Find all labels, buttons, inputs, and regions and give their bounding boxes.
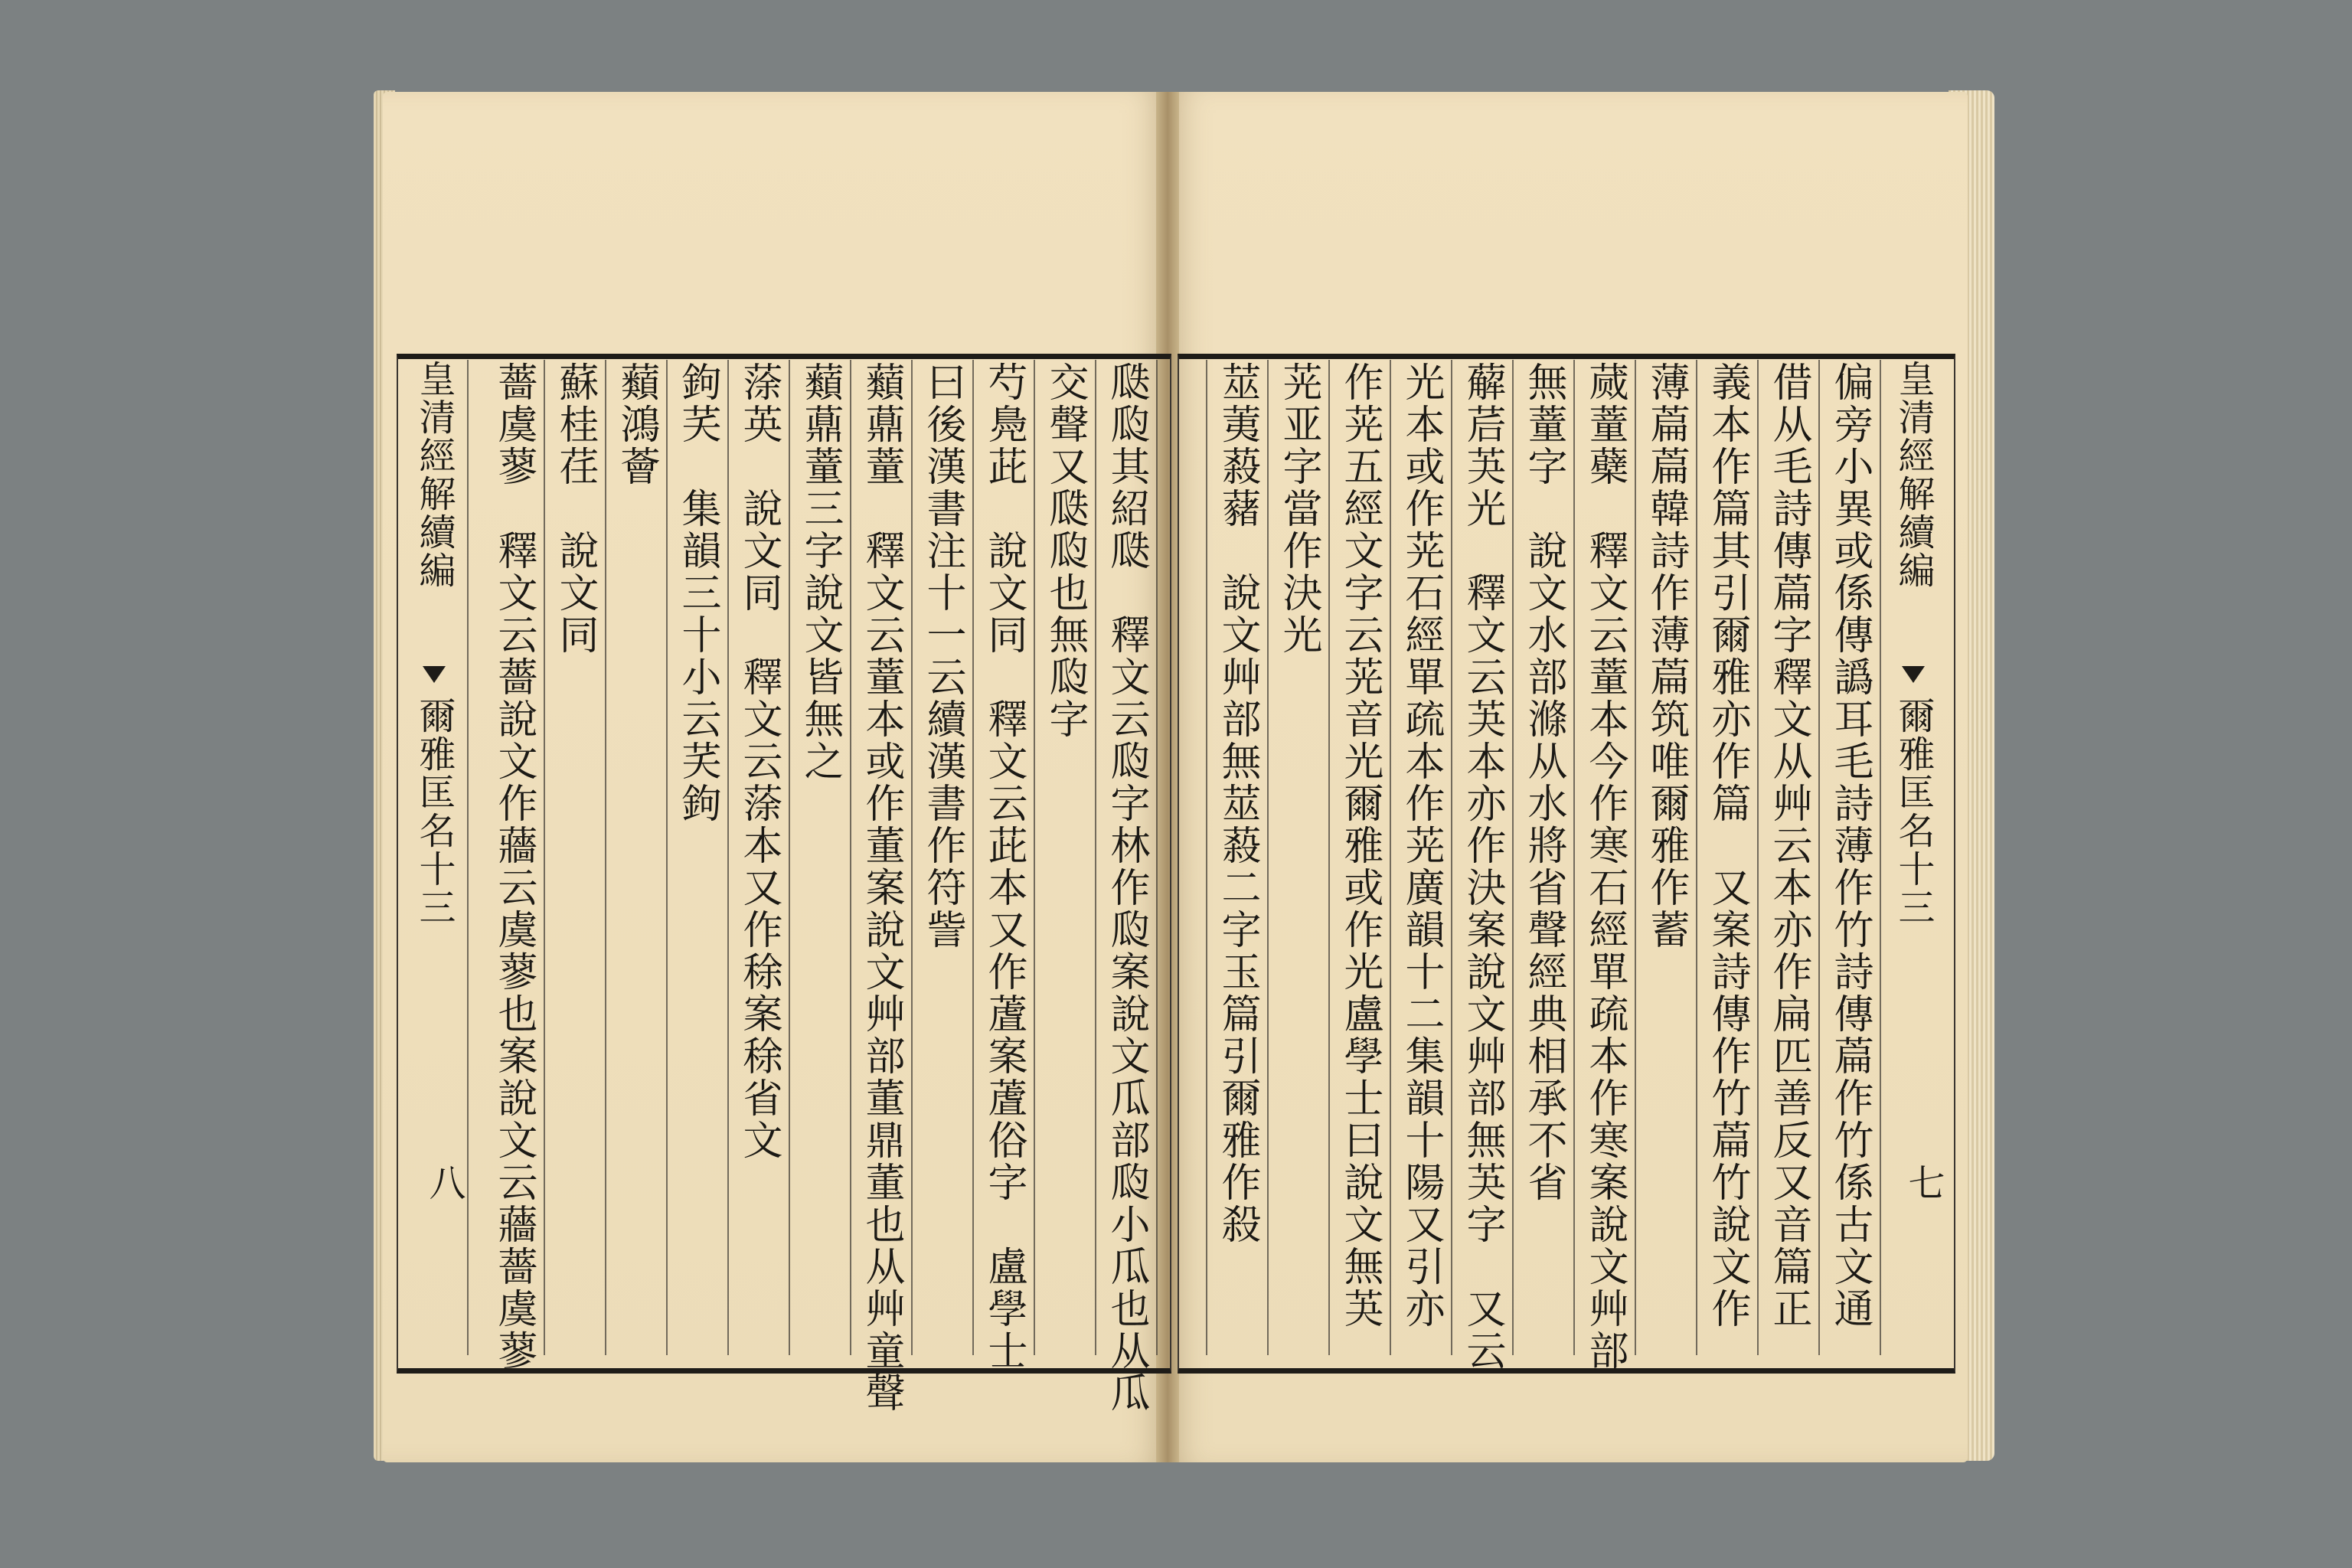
column-rule (727, 360, 729, 1355)
left-column-5: 蘱薡蕫 釋文云蕫本或作董案說文艸部董鼎董也从艸童聲 (858, 361, 904, 1414)
right-column-3: 義本作篇其引爾雅亦作篇 又案詩傳作竹萹竹說文作 (1704, 361, 1750, 1330)
right-page-number: 七 (1902, 1164, 1945, 1200)
left-column-7: 蒤英 說文同 釋文云蒤本又作稌案稌省文 (736, 361, 782, 1161)
right-column-6: 無蕫字 說文水部滌从水將省聲經典相承不省 (1521, 361, 1566, 1204)
column-rule (1451, 360, 1452, 1355)
left-column-4: 曰後漢書注十一云續漢書作符訾 (920, 361, 965, 951)
left-section-label: 爾雅匡名十三 (413, 697, 456, 926)
right-section-label: 爾雅匡名十三 (1892, 697, 1935, 926)
right-column-11: 莁荑蔱藸 說文艸部無莁蔱二字玉篇引爾雅作殺 (1214, 361, 1260, 1246)
column-rule (1328, 360, 1330, 1355)
right-column-2: 借从毛詩傳萹字釋文从艸云本亦作扁匹善反又音篇正 (1766, 361, 1811, 1330)
right-column-7: 薢茩芵光 釋文云芵本亦作決案說文艸部無芵字 又云 (1459, 361, 1505, 1372)
column-rule (467, 360, 469, 1355)
column-rule (789, 360, 790, 1355)
fish-tail-ornament (1902, 666, 1925, 683)
column-rule (911, 360, 913, 1355)
column-rule (972, 360, 974, 1355)
right-column-5: 蒇蕫蘗 釋文云蕫本今作寒石經單疏本作寒案說文艸部 (1582, 361, 1628, 1372)
column-rule (850, 360, 851, 1355)
left-column-6: 蘱薡蕫三字說文皆無之 (797, 361, 843, 782)
left-title-text: 皇清經解續編 (413, 360, 456, 590)
left-column-11: 薔虞蓼 釋文云薔說文作蘠云虞蓼也案說文云蘠薔虞蓼 (491, 361, 537, 1372)
left-column-8: 鉤芺 集韻三十小云芺鉤 (675, 361, 720, 825)
left-title-strip (404, 360, 464, 1355)
right-title-text: 皇清經解續編 (1892, 360, 1935, 590)
left-column-2: 交聲又瓞瓝也無瓝字 (1042, 361, 1088, 740)
left-column-10: 蘇桂荏 說文同 (552, 361, 598, 656)
column-rule (1757, 360, 1759, 1355)
left-column-1: 瓞瓝其紹瓞 釋文云瓝字林作瓝案說文瓜部瓝小瓜也从瓜 (1103, 361, 1149, 1414)
column-rule (666, 360, 668, 1355)
column-rule (1818, 360, 1820, 1355)
right-column-8: 光本或作茪石經單疏本作茪廣韻十二集韻十陽又引亦 (1398, 361, 1444, 1330)
right-title-strip (1883, 360, 1943, 1355)
left-page-number: 八 (423, 1164, 466, 1200)
right-column-9: 作茪五經文字云茪音光爾雅或作光盧學士曰說文無芵 (1337, 361, 1383, 1330)
column-rule (1390, 360, 1391, 1355)
column-rule (1156, 360, 1158, 1355)
fish-tail-ornament (423, 666, 446, 683)
column-rule (1696, 360, 1697, 1355)
column-rule (605, 360, 606, 1355)
column-rule (1095, 360, 1096, 1355)
column-rule (1206, 360, 1207, 1355)
column-rule (1573, 360, 1575, 1355)
right-column-1: 偏旁小異或係傳譌耳毛詩薄作竹詩傳萹作竹係古文通 (1827, 361, 1873, 1330)
column-rule (1267, 360, 1269, 1355)
left-column-9: 蘱鴻薈 (613, 361, 659, 488)
column-rule (1880, 360, 1881, 1355)
column-rule (544, 360, 545, 1355)
right-column-10: 茪亚字當作決光 (1276, 361, 1321, 656)
left-column-3: 芍鳧茈 說文同 釋文云茈本又作蔖案蔖俗字 盧學士 (981, 361, 1027, 1372)
column-rule (1034, 360, 1035, 1355)
column-rule (1635, 360, 1636, 1355)
column-rule (1512, 360, 1514, 1355)
right-column-4: 薄萹萹韓詩作薄萹筑唯爾雅作蓄 (1643, 361, 1689, 951)
